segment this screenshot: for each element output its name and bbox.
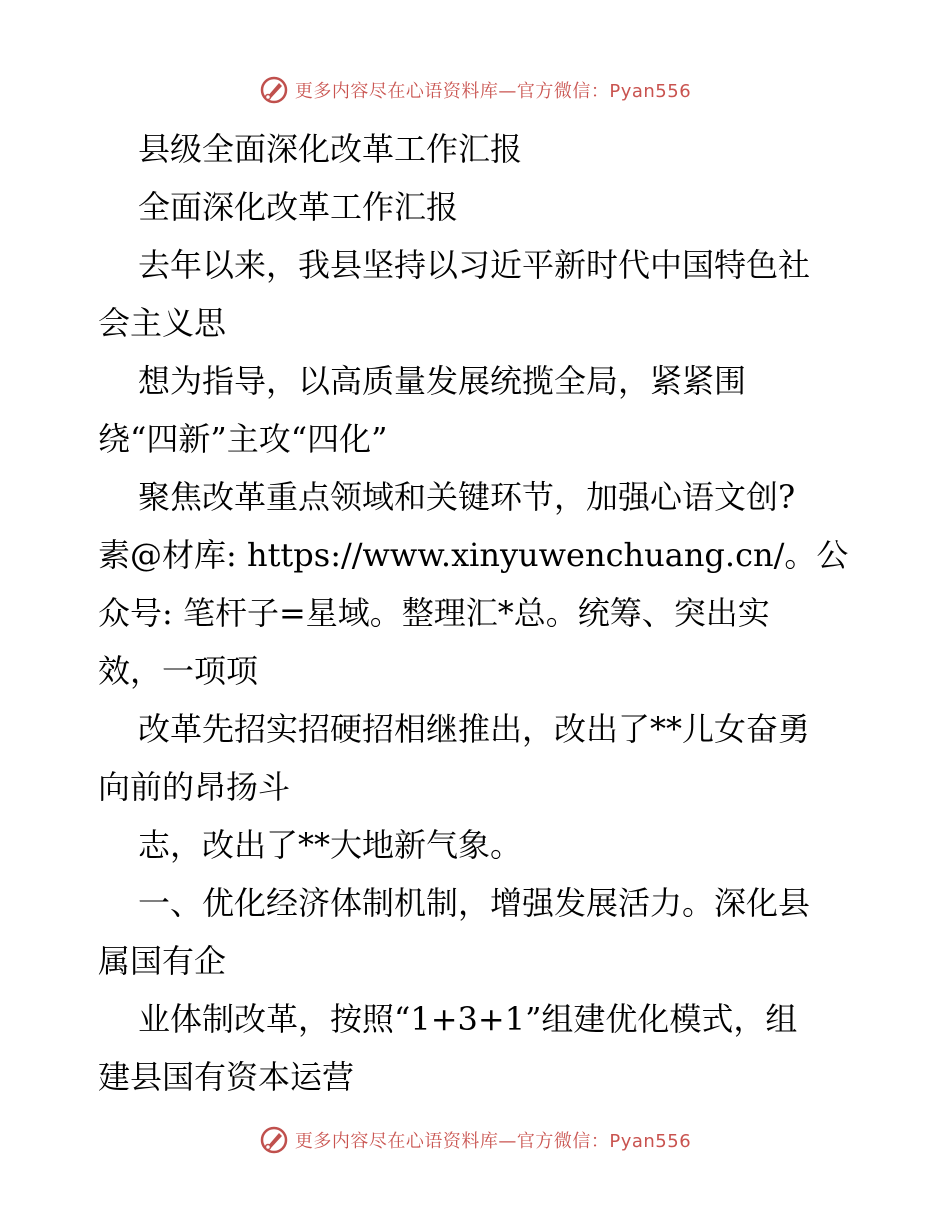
paragraph-line: 向前的昂扬斗 — [98, 768, 291, 806]
paragraph-line: 聚焦改革重点领域和关键环节，加强心语文创? — [138, 478, 796, 516]
paragraph-line: 效，一项项 — [98, 652, 259, 690]
paragraph-line: 改革先招实招硬招相继推出，改出了**儿女奋勇 — [138, 710, 811, 748]
paragraph-line: 素@材库: https://www.xinyuwenchuang.cn/。公 — [98, 536, 849, 574]
pen-logo-icon — [259, 1125, 289, 1155]
paragraph-line: 建县国有资本运营 — [98, 1058, 355, 1096]
paragraph-line: 去年以来，我县坚持以习近平新时代中国特色社 — [138, 246, 811, 284]
paragraph-line: 属国有企 — [98, 942, 227, 980]
section-heading-line: 一、优化经济体制机制，增强发展活力。深化县 — [138, 884, 811, 922]
doc-subtitle: 全面深化改革工作汇报 — [138, 188, 459, 226]
footer-watermark — [0, 1120, 950, 1160]
watermark-text: 更多内容尽在心语资料库—官方微信：Pyan556 — [294, 1131, 692, 1152]
paragraph-line: 想为指导，以高质量发展统揽全局，紧紧围 — [138, 362, 747, 400]
paragraph-line: 志，改出了**大地新气象。 — [138, 826, 523, 864]
paragraph-line: 会主义思 — [98, 304, 227, 342]
doc-title: 县级全面深化改革工作汇报 — [138, 130, 523, 168]
header-watermark — [0, 70, 950, 110]
paragraph-line: 业体制改革，按照“1+3+1”组建优化模式，组 — [138, 1000, 798, 1038]
paragraph-line: 绕“四新”主攻“四化” — [98, 420, 388, 458]
pen-logo-icon — [259, 75, 289, 105]
paragraph-line: 众号: 笔杆子=星域。整理汇*总。统筹、突出实 — [98, 594, 770, 632]
watermark-text: 更多内容尽在心语资料库—官方微信：Pyan556 — [294, 81, 692, 102]
